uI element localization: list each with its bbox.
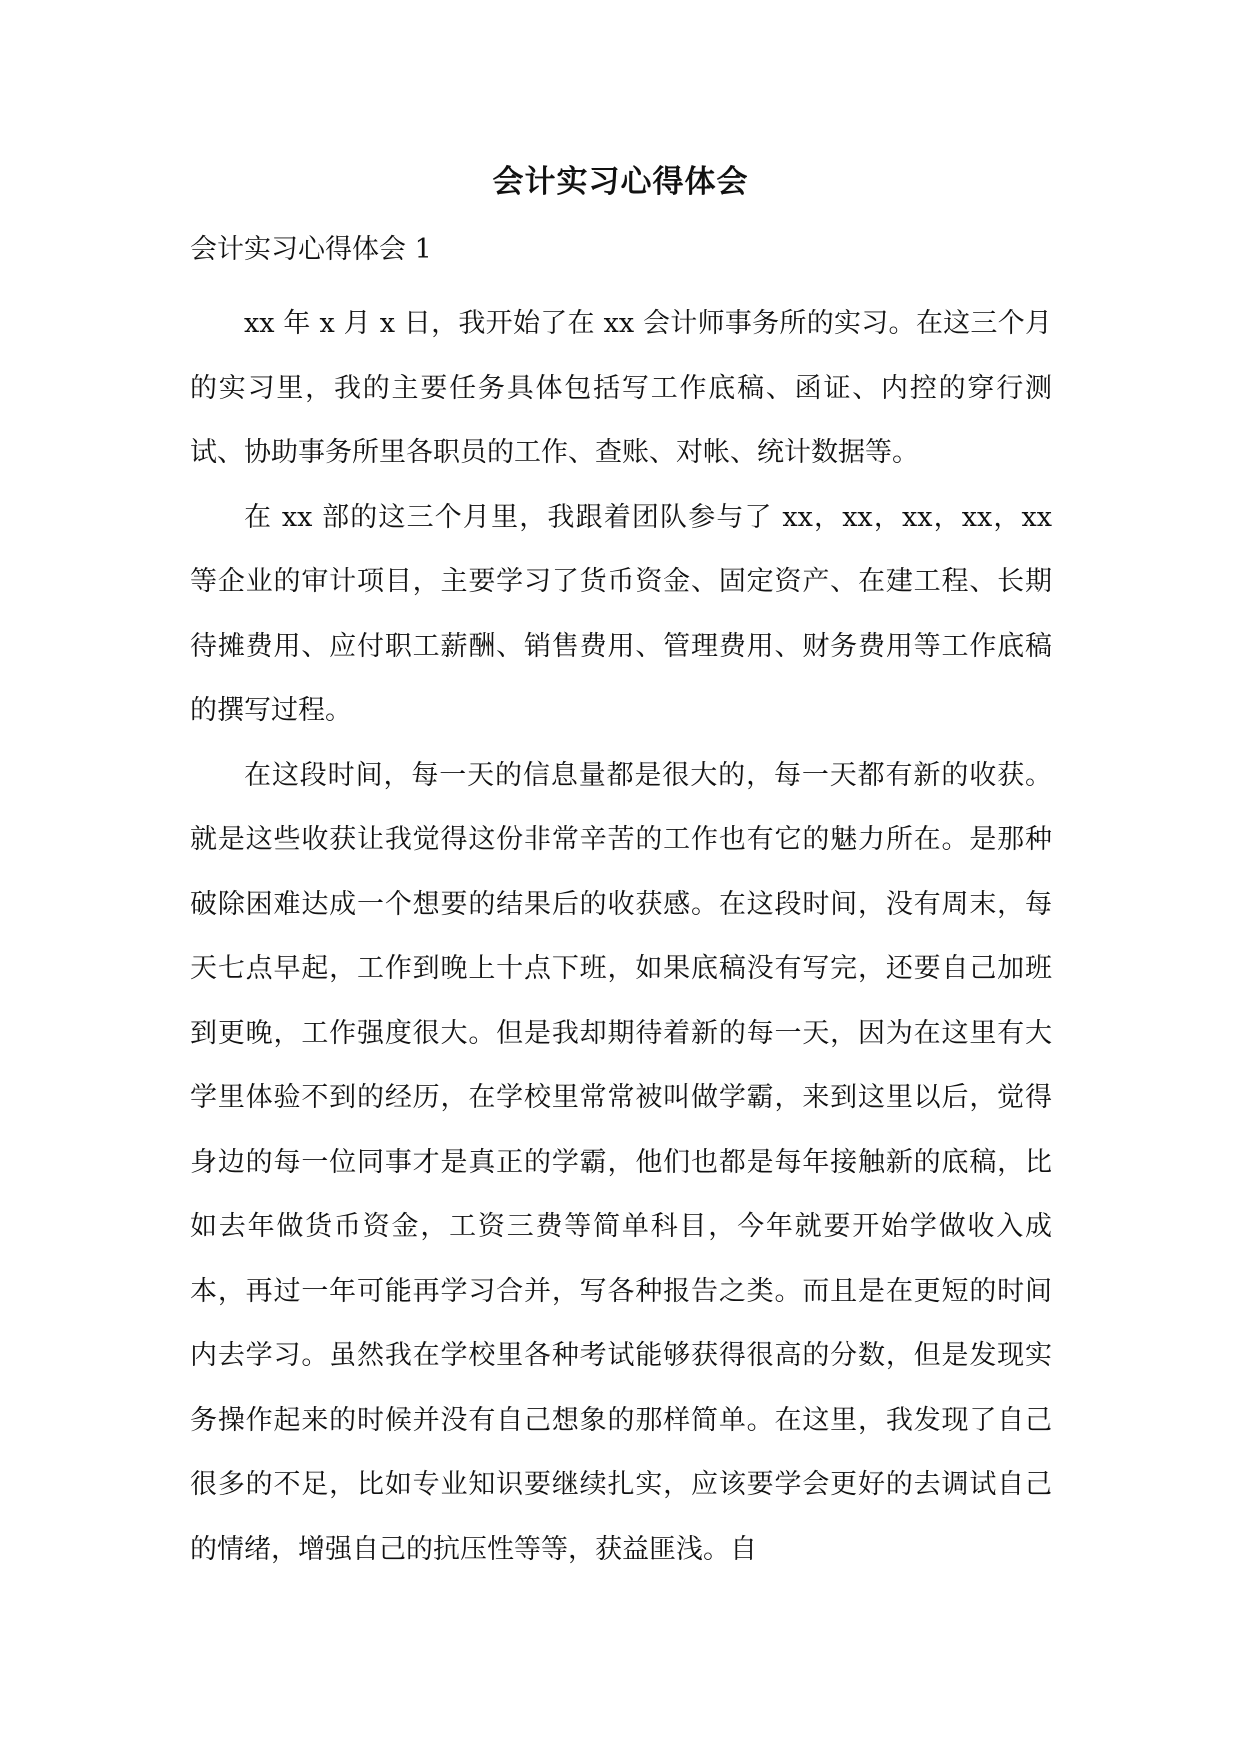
paragraph-audit-projects: 在 xx 部的这三个月里，我跟着团队参与了 xx，xx，xx，xx，xx 等企业的审计项目，主要学习了货币资金、固定资产、在建工程、长期待摊费用、应付职工薪酬、销售费用、管理费用、财务费用等工作底稿的撰写过程。 xyxy=(190,501,1052,726)
body-text xyxy=(190,292,1052,1582)
section-heading: 会计实习心得体会 1 xyxy=(190,234,432,265)
paragraph-reflections: 在这段时间，每一天的信息量都是很大的，每一天都有新的收获。就是这些收获让我觉得这份非常辛苦的工作也有它的魅力所在。是那种破除困难达成一个想要的结果后的收获感。在这段时间，没有周末，每天七点早起，工作到晚上十点下班，如果底稿没有写完，还要自己加班到更晚，工作强度很大。但是我却期待着新的每一天，因为在这里有大学里体验不到的经历，在学校里常常被叫做学霸，来到这里以后，觉得身边的每一位同事才是真正的学霸，他们也都是每年接触新的底稿，比如去年做货币资金，工资三费等简单科目，今年就要开始学做收入成本，再过一年可能再学习合并，写各种报告之类。而且是在更短的时间内去学习。虽然我在学校里各种考试能够获得很高的分数，但是发现实务操作起来的时候并没有自己想象的那样简单。在这里，我发现了自己很多的不足，比如专业知识要继续扎实，应该要学会更好的去调试自己的情绪，增强自己的抗压性等等，获益匪浅。自 xyxy=(190,759,1052,1565)
document-title: 会计实习心得体会 xyxy=(492,164,749,200)
paragraph-internship-tasks: xx 年 x 月 x 日，我开始了在 xx 会计师事务所的实习。在这三个月的实习里，我的主要任务具体包括写工作底稿、函证、内控的穿行测试、协助事务所里各职员的工作、查账、对帐、统计数据等。 xyxy=(190,308,1052,468)
